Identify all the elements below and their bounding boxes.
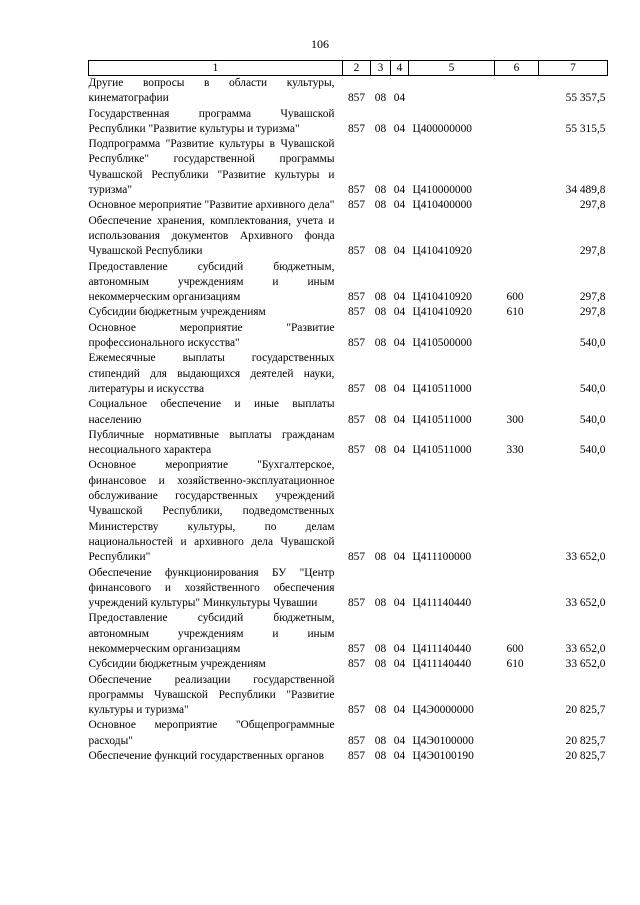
row-name: Основное мероприятие "Бухгалтерское, финансовое и хозяйственно-эксплуатационное обслуживание государственных учреждений Чувашской Республики, подведомственных Министерству культуры, по делам национальностей и архивного дела Чувашской Республики": [88, 459, 335, 564]
row-grbs-code: 857: [347, 642, 366, 655]
row-amount: 20 825,7: [565, 704, 606, 717]
row-section-code: 08: [374, 444, 387, 457]
table-row: [89, 397, 608, 428]
row-grbs-code: 857: [347, 444, 366, 457]
row-name: Субсидии бюджетным учреждениям: [88, 658, 266, 671]
header-col-target-item: 5: [409, 61, 495, 76]
row-expense-type-code: [495, 137, 539, 198]
row-target-item-code: Ц411100000: [412, 551, 472, 564]
table-row: [89, 321, 608, 352]
row-amount: 33 652,0: [565, 642, 606, 655]
row-name: Ежемесячные выплаты государственных стипендий для выдающихся деятелей науки, литературы и искусства: [88, 352, 335, 395]
row-section-code: 08: [374, 734, 387, 747]
header-col-name: 1: [89, 61, 343, 76]
row-expense-type-code: [495, 351, 539, 397]
table-header: [89, 61, 608, 76]
row-amount: 34 489,8: [565, 184, 606, 197]
table-body: [89, 76, 608, 765]
row-grbs-code: 857: [347, 658, 366, 671]
row-section-code: 08: [374, 750, 387, 763]
row-grbs-code: 857: [347, 306, 366, 319]
row-name: Предоставление субсидий бюджетным, автономным учреждениям и иным некоммерческим организациям: [88, 612, 335, 655]
row-target-item-code: Ц4Э0100000: [412, 734, 474, 747]
row-target-item-code: Ц410511000: [412, 382, 472, 395]
row-amount: 540,0: [579, 413, 606, 426]
row-name: Обеспечение функций государственных органов: [88, 750, 324, 763]
table-row: [89, 305, 608, 320]
table-row: [89, 611, 608, 657]
row-amount: 33 652,0: [565, 597, 606, 610]
row-name: Обеспечение хранения, комплектования, учета и использования документов Архивного фонда Чувашской Республики: [88, 214, 335, 258]
row-name: Другие вопросы в области культуры, кинематографии: [88, 77, 335, 105]
row-target-item-code: Ц411140440: [412, 597, 472, 610]
row-grbs-code: 857: [347, 92, 366, 105]
row-target-item-code: Ц410511000: [412, 413, 472, 426]
header-col-expense-type: 6: [495, 61, 539, 76]
row-subsection-code: 04: [393, 597, 406, 610]
row-amount: 540,0: [579, 382, 606, 395]
row-expense-type-code: 300: [506, 413, 524, 426]
row-name: Публичные нормативные выплаты гражданам несоциального характера: [88, 428, 335, 457]
row-section-code: 08: [374, 184, 387, 197]
row-section-code: 08: [374, 92, 387, 105]
row-expense-type-code: [495, 107, 539, 138]
row-subsection-code: 04: [393, 658, 406, 671]
row-subsection-code: 04: [393, 337, 406, 350]
row-amount: 297,8: [579, 199, 606, 212]
row-subsection-code: 04: [393, 382, 406, 395]
row-section-code: 08: [374, 658, 387, 671]
header-row: [89, 61, 608, 76]
row-subsection-code: 04: [393, 291, 406, 304]
row-expense-type-code: 610: [506, 306, 524, 319]
row-subsection-code: 04: [393, 184, 406, 197]
row-grbs-code: 857: [347, 734, 366, 747]
row-expense-type-code: [495, 214, 539, 260]
row-subsection-code: 04: [393, 734, 406, 747]
table-row: [89, 718, 608, 749]
row-grbs-code: 857: [347, 245, 366, 258]
row-name: Основное мероприятие "Развитие профессионального искусства": [88, 321, 335, 350]
table-row: [89, 76, 608, 107]
table-row: [89, 137, 608, 198]
row-target-item-code: Ц400000000: [412, 122, 472, 135]
row-subsection-code: 04: [393, 199, 406, 212]
row-grbs-code: 857: [347, 337, 366, 350]
row-amount: 20 825,7: [565, 750, 606, 763]
row-grbs-code: 857: [347, 413, 366, 426]
row-section-code: 08: [374, 199, 387, 212]
row-subsection-code: 04: [393, 750, 406, 763]
row-grbs-code: 857: [347, 122, 366, 135]
row-amount: 33 652,0: [565, 658, 606, 671]
row-section-code: 08: [374, 704, 387, 717]
row-amount: 33 652,0: [565, 551, 606, 564]
row-amount: 540,0: [579, 444, 606, 457]
row-subsection-code: 04: [393, 413, 406, 426]
row-amount: 20 825,7: [565, 734, 606, 747]
header-col-grbs: 2: [343, 61, 371, 76]
header-col-subsection: 4: [391, 61, 409, 76]
row-section-code: 08: [374, 245, 387, 258]
row-subsection-code: 04: [393, 122, 406, 135]
row-target-item-code: Ц411140440: [412, 658, 472, 671]
row-expense-type-code: [495, 198, 539, 213]
row-amount: 55 315,5: [565, 122, 606, 135]
row-section-code: 08: [374, 122, 387, 135]
budget-table: [88, 60, 608, 764]
table-row: [89, 458, 608, 565]
row-subsection-code: 04: [393, 245, 406, 258]
row-grbs-code: 857: [347, 704, 366, 717]
row-target-item-code: Ц410000000: [412, 184, 472, 197]
row-name: Обеспечение функционирования БУ "Центр финансового и хозяйственного обеспечения учреждений культуры" Минкультуры Чувашии: [88, 566, 335, 610]
row-target-item-code: Ц411140440: [412, 642, 472, 655]
row-section-code: 08: [374, 551, 387, 564]
row-section-code: 08: [374, 597, 387, 610]
row-section-code: 08: [374, 337, 387, 350]
row-name: Государственная программа Чувашской Республики "Развитие культуры и туризма": [88, 107, 335, 135]
row-section-code: 08: [374, 642, 387, 655]
row-target-item-code: Ц4Э0000000: [412, 704, 474, 717]
page-number: 106: [311, 37, 329, 51]
row-section-code: 08: [374, 306, 387, 319]
row-expense-type-code: 330: [506, 444, 524, 457]
row-section-code: 08: [374, 413, 387, 426]
row-name: Субсидии бюджетным учреждениям: [88, 306, 266, 319]
row-expense-type-code: [495, 566, 539, 612]
row-target-item-code: Ц410500000: [412, 337, 472, 350]
table-row: [89, 566, 608, 612]
row-amount: 297,8: [579, 245, 606, 258]
table-row: [89, 749, 608, 764]
row-subsection-code: 04: [393, 306, 406, 319]
table-row: [89, 351, 608, 397]
row-grbs-code: 857: [347, 382, 366, 395]
row-name: Подпрограмма "Развитие культуры в Чувашской Республике" государственной программы Чувашской Республики "Развитие культуры и туризма": [88, 138, 335, 197]
row-name: Основное мероприятие "Развитие архивного дела": [88, 199, 335, 212]
row-name: Основное мероприятие "Общепрограммные расходы": [88, 719, 335, 747]
header-col-section: 3: [371, 61, 391, 76]
row-grbs-code: 857: [347, 199, 366, 212]
row-grbs-code: 857: [347, 551, 366, 564]
row-amount: 297,8: [579, 291, 606, 304]
table-row: [89, 198, 608, 213]
row-expense-type-code: [495, 673, 539, 719]
row-target-item-code: Ц410400000: [412, 199, 472, 212]
table-row: [89, 673, 608, 719]
row-name: Обеспечение реализации государственной программы Чувашской Республики "Развитие культуры и туризма": [88, 673, 335, 717]
table-row: [89, 260, 608, 306]
table-row: [89, 428, 608, 459]
row-section-code: 08: [374, 382, 387, 395]
row-amount: 540,0: [579, 337, 606, 350]
table-row: [89, 657, 608, 672]
table-row: [89, 107, 608, 138]
row-target-item-code: Ц410511000: [412, 444, 472, 457]
row-expense-type-code: [495, 321, 539, 352]
table-row: [89, 214, 608, 260]
row-grbs-code: 857: [347, 597, 366, 610]
row-grbs-code: 857: [347, 291, 366, 304]
row-expense-type-code: [495, 458, 539, 565]
row-subsection-code: 04: [393, 551, 406, 564]
row-section-code: 08: [374, 291, 387, 304]
row-target-item-code: [409, 76, 495, 107]
row-subsection-code: 04: [393, 642, 406, 655]
row-name: Предоставление субсидий бюджетным, автономным учреждениям и иным некоммерческим организациям: [88, 260, 335, 304]
row-subsection-code: 04: [393, 444, 406, 457]
row-expense-type-code: 600: [506, 642, 524, 655]
row-amount: 297,8: [579, 306, 606, 319]
row-grbs-code: 857: [347, 750, 366, 763]
row-subsection-code: 04: [393, 704, 406, 717]
row-subsection-code: 04: [393, 92, 406, 105]
row-name: Социальное обеспечение и иные выплаты населению: [88, 398, 335, 426]
row-expense-type-code: 600: [506, 291, 524, 304]
row-target-item-code: Ц410410920: [412, 306, 472, 319]
header-col-amount: 7: [539, 61, 608, 76]
row-target-item-code: Ц4Э0100190: [412, 750, 474, 763]
row-expense-type-code: [495, 749, 539, 764]
row-grbs-code: 857: [347, 184, 366, 197]
row-target-item-code: Ц410410920: [412, 291, 472, 304]
row-expense-type-code: 610: [506, 658, 524, 671]
row-target-item-code: Ц410410920: [412, 245, 472, 258]
row-expense-type-code: [495, 718, 539, 749]
row-amount: 55 357,5: [565, 92, 606, 105]
row-expense-type-code: [495, 76, 539, 107]
